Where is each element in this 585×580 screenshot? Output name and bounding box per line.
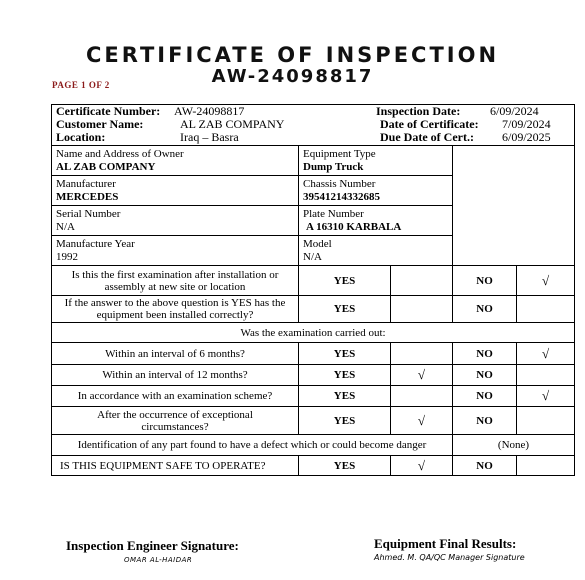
- safe-question: IS THIS EQUIPMENT SAFE TO OPERATE?: [52, 456, 299, 476]
- question-first-exam: Is this the first examination after installation or assembly at new site or location: [52, 266, 299, 296]
- model-cell: [299, 236, 453, 266]
- serial-label: Serial Number: [56, 207, 121, 220]
- chassis-cell: [299, 176, 453, 206]
- manufacturer-label: Manufacturer: [56, 177, 116, 190]
- date-of-cert-value: 7/09/2024: [502, 117, 551, 131]
- no-tick: [517, 365, 575, 386]
- yes-label: YES: [299, 386, 391, 407]
- date-of-cert-label: Date of Certificate:: [380, 117, 479, 131]
- question-row: [52, 343, 575, 365]
- yes-label: YES: [299, 343, 391, 365]
- yes-label: YES: [299, 296, 391, 323]
- question-text: If the answer to the above question is YES has the equipment been installed correctly?: [64, 297, 286, 321]
- plate-cell: [299, 206, 453, 236]
- owner-value: AL ZAB COMPANY: [56, 160, 156, 173]
- engineer-signature-label: Inspection Engineer Signature:: [66, 538, 239, 553]
- yes-tick: √: [391, 456, 453, 476]
- detail-row: [52, 146, 575, 176]
- yes-label: YES: [299, 456, 391, 476]
- header-cell: [52, 105, 575, 146]
- defect-row: [52, 435, 575, 456]
- no-label: NO: [453, 407, 517, 435]
- manager-signature: Ahmed. M. QA/QC Manager Signature: [374, 553, 525, 562]
- yes-tick: [391, 343, 453, 365]
- inspection-date-label: Inspection Date:: [376, 104, 461, 118]
- manufacturer-value: MERCEDES: [56, 190, 119, 203]
- certificate-code: AW-24098817: [211, 66, 374, 87]
- serial-value: N/A: [56, 220, 75, 233]
- yes-label: YES: [299, 365, 391, 386]
- no-label: NO: [453, 343, 517, 365]
- owner-cell: [52, 146, 299, 176]
- owner-label: Name and Address of Owner: [56, 147, 184, 160]
- yes-tick: [391, 296, 453, 323]
- yes-tick: [391, 386, 453, 407]
- question-row: [52, 266, 575, 296]
- manufacturer-cell: [52, 176, 299, 206]
- safe-row: [52, 456, 575, 476]
- no-tick: [517, 456, 575, 476]
- no-tick: √: [517, 343, 575, 365]
- question-row: [52, 386, 575, 407]
- serial-cell: [52, 206, 299, 236]
- yes-tick: √: [391, 407, 453, 435]
- equipment-type-value: Dump Truck: [303, 160, 364, 173]
- year-value: 1992: [56, 250, 78, 263]
- defect-question: Identification of any part found to have a defect which or could become danger: [52, 435, 453, 456]
- final-results-label: Equipment Final Results:: [374, 536, 517, 551]
- location-label: Location:: [56, 130, 106, 144]
- model-value: N/A: [303, 250, 322, 263]
- cert-number-label: Certificate Number:: [56, 104, 161, 118]
- yes-label: YES: [299, 266, 391, 296]
- engineer-signature-name: OMAR AL-HAIDAR: [124, 556, 193, 564]
- exam-heading: Was the examination carried out:: [52, 323, 575, 343]
- defect-value: (None): [453, 435, 575, 456]
- chassis-label: Chassis Number: [303, 177, 376, 190]
- no-tick: √: [517, 386, 575, 407]
- no-label: NO: [453, 386, 517, 407]
- inspection-table: [51, 104, 575, 476]
- question-12-months: Within an interval of 12 months?: [52, 365, 299, 386]
- plate-label: Plate Number: [303, 207, 364, 220]
- question-row: [52, 365, 575, 386]
- chassis-value: 39541214332685: [303, 190, 380, 203]
- no-label: NO: [453, 266, 517, 296]
- no-tick: √: [517, 266, 575, 296]
- inspection-date-value: 6/09/2024: [490, 104, 539, 118]
- document-title: CERTIFICATE OF INSPECTION: [85, 43, 500, 67]
- equipment-type-cell: [299, 146, 453, 176]
- exam-heading-row: [52, 323, 575, 343]
- header-row: [52, 105, 575, 146]
- question-exceptional: After the occurrence of exceptional circumstances?: [52, 407, 299, 435]
- no-label: NO: [453, 456, 517, 476]
- plate-value: A 16310 KARBALA: [306, 220, 402, 233]
- question-installed-correctly: [52, 296, 299, 323]
- question-6-months: Within an interval of 6 months?: [52, 343, 299, 365]
- due-date-label: Due Date of Cert.:: [380, 130, 474, 144]
- customer-label: Customer Name:: [56, 117, 144, 131]
- no-tick: [517, 296, 575, 323]
- customer-value: AL ZAB COMPANY: [180, 117, 285, 131]
- blank-detail-cell: [453, 146, 575, 266]
- due-date-value: 6/09/2025: [502, 130, 551, 144]
- yes-label: YES: [299, 407, 391, 435]
- question-row: [52, 407, 575, 435]
- equipment-type-label: Equipment Type: [303, 147, 376, 160]
- no-label: NO: [453, 296, 517, 323]
- page-indicator: PAGE 1 OF 2: [52, 80, 110, 90]
- model-label: Model: [303, 237, 332, 250]
- year-cell: [52, 236, 299, 266]
- cert-number-value: AW-24098817: [174, 104, 245, 118]
- no-label: NO: [453, 365, 517, 386]
- year-label: Manufacture Year: [56, 237, 135, 250]
- no-tick: [517, 407, 575, 435]
- question-row: [52, 296, 575, 323]
- yes-tick: [391, 266, 453, 296]
- location-value: Iraq – Basra: [180, 130, 239, 144]
- question-scheme: In accordance with an examination scheme?: [52, 386, 299, 407]
- yes-tick: √: [391, 365, 453, 386]
